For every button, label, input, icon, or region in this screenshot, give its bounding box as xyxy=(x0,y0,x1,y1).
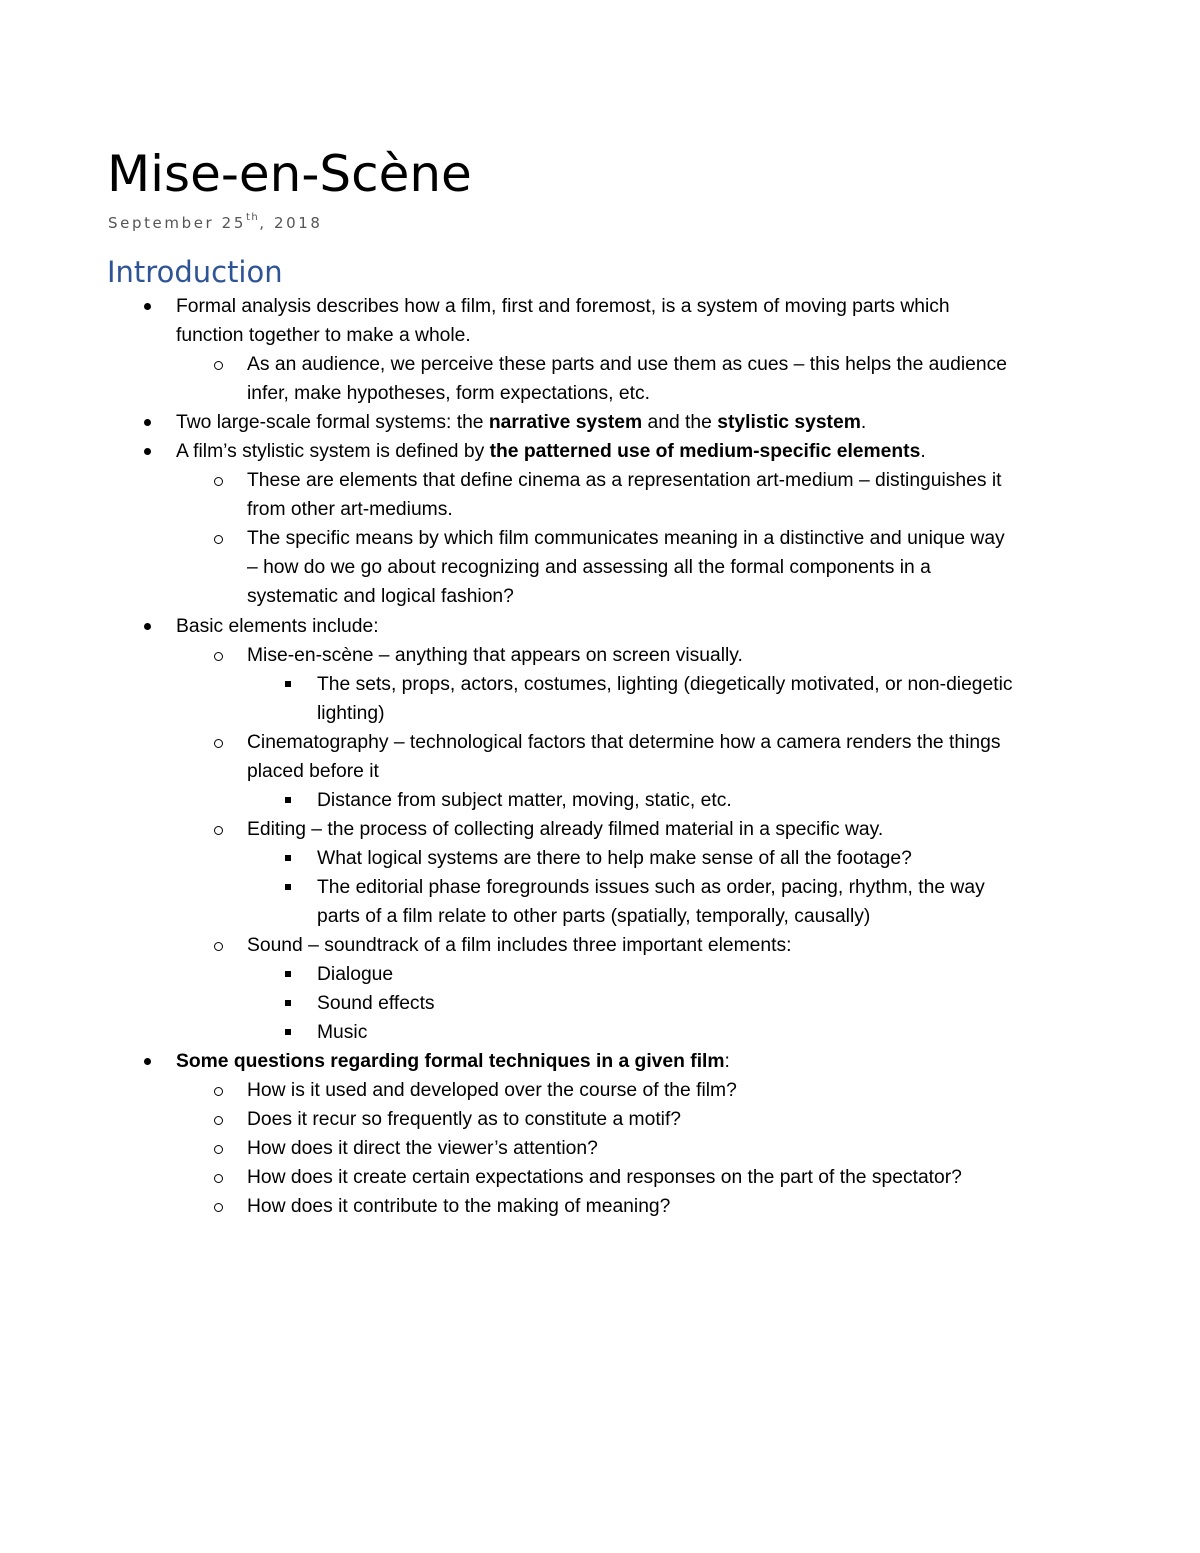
sub-sub-list-item-text: Dialogue xyxy=(317,964,394,986)
list-item-text: Formal analysis describes how a film, first and foremost, is a system of moving parts which xyxy=(176,296,950,317)
bullet-dot-icon xyxy=(137,437,157,466)
notes-list xyxy=(0,292,1200,1222)
text-run: . xyxy=(860,412,867,434)
bullet-dot-icon xyxy=(137,612,157,641)
bullet-circle-icon xyxy=(208,728,228,757)
bullet-circle-icon xyxy=(208,815,228,844)
bullet-square-icon xyxy=(278,786,298,815)
sub-list-item-text: systematic and logical fashion? xyxy=(247,586,514,608)
bold-term-stylistic-system: stylistic system xyxy=(717,412,861,434)
bullet-circle-icon xyxy=(208,1163,228,1192)
bullet-circle-icon xyxy=(208,641,228,670)
text-run: and the xyxy=(642,412,718,434)
sub-list-item xyxy=(0,931,1200,960)
sub-sub-list-item-text: parts of a film relate to other parts (spatially, temporally, causally) xyxy=(317,905,871,927)
list-item-text xyxy=(176,408,866,437)
sub-sub-list-item xyxy=(0,670,1200,699)
list-item-text xyxy=(176,437,926,466)
sub-list-item xyxy=(0,1105,1200,1134)
bullet-circle-icon xyxy=(208,931,228,960)
list-item xyxy=(0,292,1200,321)
sub-list-item-text: infer, make hypotheses, form expectations, etc. xyxy=(247,383,650,405)
sub-list-item xyxy=(0,1076,1200,1105)
bullet-square-icon xyxy=(278,960,298,989)
sub-list-item-text: Sound – soundtrack of a film includes three important elements: xyxy=(247,935,792,957)
document-title: Mise-en-Scène xyxy=(107,145,472,203)
bullet-dot-icon xyxy=(137,1047,157,1076)
sub-sub-list-item xyxy=(0,786,1200,815)
bold-term-patterned-use: the patterned use of medium-specific elements xyxy=(489,441,921,463)
list-item-text: Basic elements include: xyxy=(176,615,379,637)
sub-sub-list-item-continuation xyxy=(0,699,1200,728)
sub-list-item-text: These are elements that define cinema as a representation art-medium – distinguishes it xyxy=(247,470,1002,492)
sub-list-item xyxy=(0,728,1200,757)
sub-sub-list-item-text: Distance from subject matter, moving, static, etc. xyxy=(317,789,732,811)
list-item-text: function together to make a whole. xyxy=(176,325,471,347)
sub-sub-list-item-continuation xyxy=(0,902,1200,931)
bold-questions-heading: Some questions regarding formal techniques in a given film xyxy=(176,1051,725,1073)
bullet-square-icon xyxy=(278,670,298,699)
bullet-square-icon xyxy=(278,844,298,873)
sub-sub-list-item-text: Sound effects xyxy=(317,993,435,1015)
list-item xyxy=(0,408,1200,437)
text-run: : xyxy=(724,1051,730,1073)
sub-list-item xyxy=(0,1134,1200,1163)
sub-sub-list-item xyxy=(0,989,1200,1018)
sub-list-item-text: Does it recur so frequently as to constitute a motif? xyxy=(247,1109,682,1131)
sub-sub-list-item-text: The editorial phase foregrounds issues such as order, pacing, rhythm, the way xyxy=(317,876,985,898)
bullet-dot-icon xyxy=(137,292,157,321)
sub-list-item xyxy=(0,1163,1200,1192)
document-date xyxy=(108,208,323,235)
sub-list-item-text: How does it direct the viewer’s attention? xyxy=(247,1138,598,1160)
sub-list-item-continuation xyxy=(0,553,1200,582)
bullet-square-icon xyxy=(278,1018,298,1047)
sub-list-item-text: from other art-mediums. xyxy=(247,499,453,521)
bullet-circle-icon xyxy=(208,466,228,495)
bold-term-narrative-system: narrative system xyxy=(488,412,643,434)
sub-sub-list-item xyxy=(0,844,1200,873)
sub-list-item xyxy=(0,815,1200,844)
sub-sub-list-item xyxy=(0,1018,1200,1047)
sub-list-item-text: Mise-en-scène – anything that appears on screen visually. xyxy=(247,644,743,666)
sub-list-item-continuation xyxy=(0,757,1200,786)
text-run: Two large-scale formal systems: the xyxy=(176,412,489,434)
sub-list-item-text: How does it create certain expectations and responses on the part of the spectator? xyxy=(247,1167,962,1189)
sub-sub-list-item xyxy=(0,873,1200,902)
sub-list-item xyxy=(0,524,1200,553)
bullet-circle-icon xyxy=(208,1134,228,1163)
date-suffix: , 2018 xyxy=(259,214,323,232)
sub-list-item-text: How is it used and developed over the course of the film? xyxy=(247,1080,737,1102)
sub-list-item xyxy=(0,1192,1200,1221)
sub-list-item-text: As an audience, we perceive these parts and use them as cues – this helps the audience xyxy=(247,354,1007,376)
list-item xyxy=(0,1047,1200,1076)
sub-list-item xyxy=(0,641,1200,670)
sub-list-item-text: – how do we go about recognizing and assessing all the formal components in a xyxy=(247,557,931,579)
sub-sub-list-item-text: What logical systems are there to help make sense of all the footage? xyxy=(317,847,912,869)
bullet-circle-icon xyxy=(208,1192,228,1221)
bullet-circle-icon xyxy=(208,350,228,379)
text-run: . xyxy=(920,441,926,463)
bullet-circle-icon xyxy=(208,524,228,553)
list-item-text xyxy=(176,1047,730,1076)
sub-list-item-continuation xyxy=(0,495,1200,524)
list-item xyxy=(0,437,1200,466)
list-item-continuation xyxy=(0,321,1200,350)
sub-list-item-text: Editing – the process of collecting already filmed material in a specific way. xyxy=(247,818,884,840)
sub-sub-list-item-text: The sets, props, actors, costumes, lighting (diegetically motivated, or non-diegetic xyxy=(317,673,1013,695)
sub-sub-list-item-text: lighting) xyxy=(317,702,385,724)
bullet-square-icon xyxy=(278,873,298,902)
bullet-square-icon xyxy=(278,989,298,1018)
sub-list-item xyxy=(0,466,1200,495)
section-heading: Introduction xyxy=(107,255,283,289)
sub-list-item-text: placed before it xyxy=(247,760,379,782)
date-superscript: th xyxy=(245,212,260,223)
date-prefix: September 25 xyxy=(108,214,246,232)
sub-list-item-continuation xyxy=(0,582,1200,611)
bullet-dot-icon xyxy=(137,408,157,437)
bullet-circle-icon xyxy=(208,1076,228,1105)
sub-sub-list-item-text: Music xyxy=(317,1022,368,1044)
bullet-circle-icon xyxy=(208,1105,228,1134)
list-item xyxy=(0,612,1200,641)
sub-list-item xyxy=(0,350,1200,379)
text-run: A film’s stylistic system is defined by xyxy=(176,441,490,463)
sub-list-item-text: Cinematography – technological factors that determine how a camera renders the things xyxy=(247,731,1001,753)
sub-list-item-text: How does it contribute to the making of meaning? xyxy=(247,1196,671,1218)
sub-sub-list-item xyxy=(0,960,1200,989)
sub-list-item-text: The specific means by which film communicates meaning in a distinctive and unique way xyxy=(247,528,1005,550)
sub-list-item-continuation xyxy=(0,379,1200,408)
